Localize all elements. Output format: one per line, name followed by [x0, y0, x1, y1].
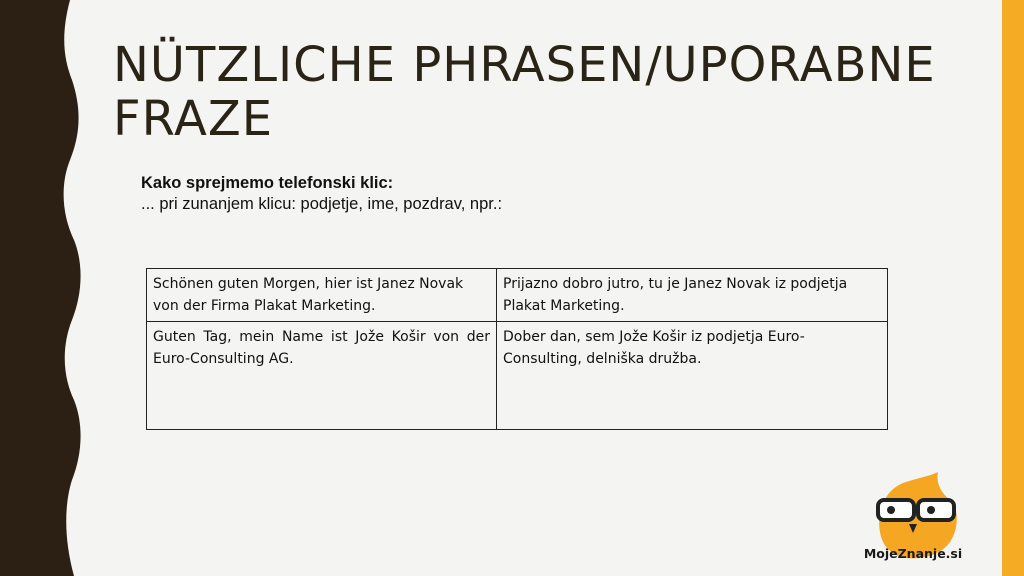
german-phrase-cell: Schönen guten Morgen, hier ist Janez Novak von der Firma Plakat Marketing.	[147, 269, 497, 322]
table-row	[147, 269, 888, 322]
intro-heading: Kako sprejmemo telefonski klic:	[141, 174, 394, 192]
slovene-phrase-cell: Dober dan, sem Jože Košir iz podjetja Euro-Consulting, delniška družba.	[497, 322, 888, 430]
intro-block	[141, 173, 502, 215]
intro-subtext: ... pri zunanjem klicu: podjetje, ime, pozdrav, npr.:	[141, 195, 503, 213]
slovene-phrase-cell: Prijazno dobro jutro, tu je Janez Novak iz podjetja Plakat Marketing.	[497, 269, 888, 322]
accent-bar	[1002, 0, 1024, 576]
table-row	[147, 322, 888, 430]
german-phrase-cell: Guten Tag, mein Name ist Jože Košir von der Euro-Consulting AG.	[147, 322, 497, 430]
slide-title: NÜTZLICHE PHRASEN/UPORABNE FRAZE	[113, 37, 936, 147]
logo-text: MojeZnanje.si	[863, 546, 963, 561]
phrases-table	[146, 268, 888, 430]
decorative-wavy-band	[0, 0, 90, 576]
